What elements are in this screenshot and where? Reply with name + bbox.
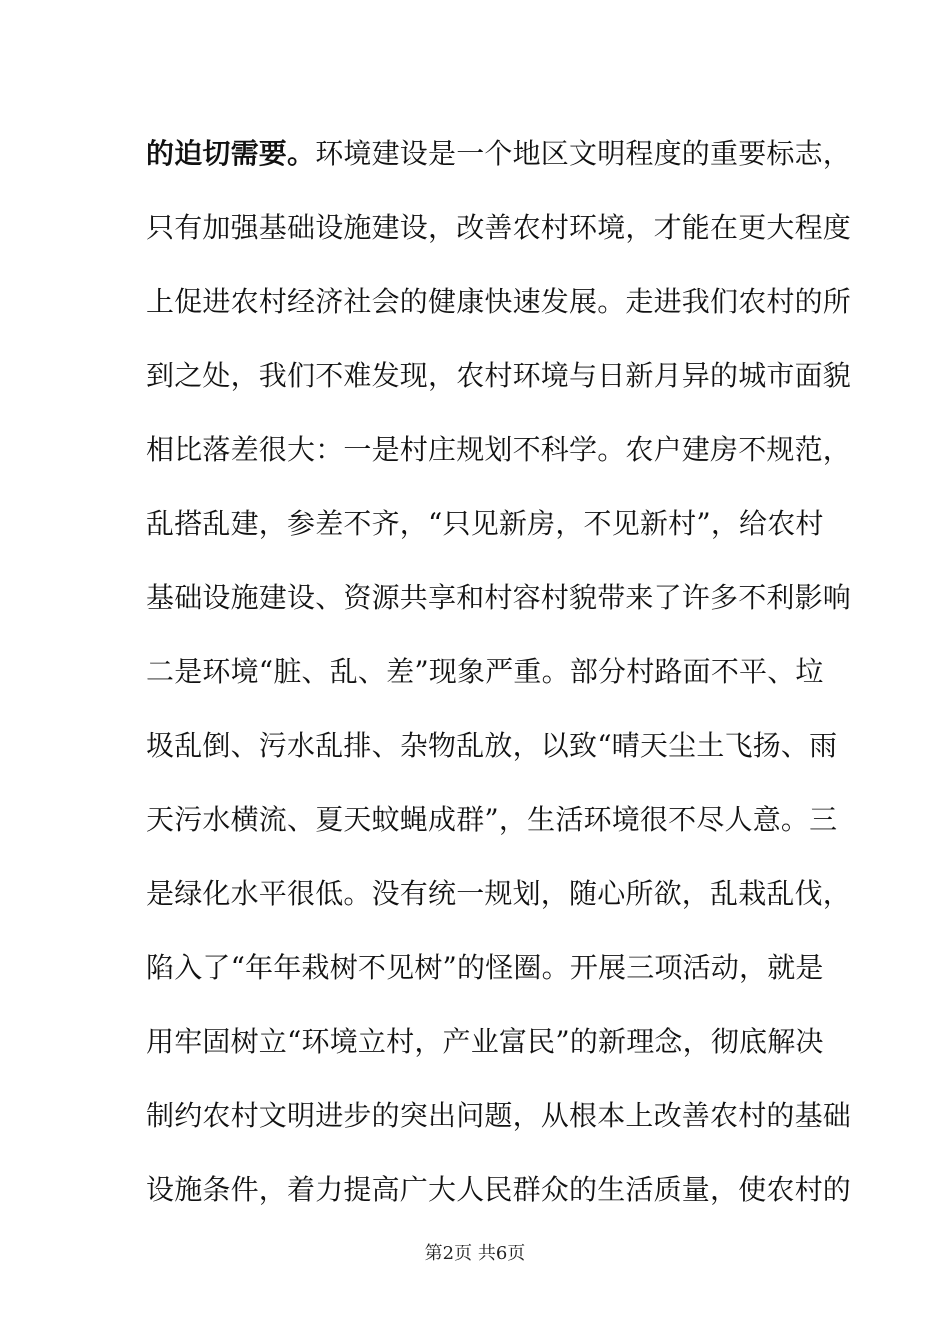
text-line (146, 938, 824, 1012)
line-text: 二是环境“脏、乱、差”现象严重。部分村路面不平、垃 (146, 655, 824, 688)
line-text: 乱搭乱建，参差不齐，“只见新房，不见新村”，给农村 (146, 507, 824, 540)
line-text: 用牢固树立“环境立村，产业富民”的新理念，彻底解决 (146, 1025, 824, 1058)
page-number-footer: 第2页 共6页 (424, 1243, 526, 1264)
text-line (146, 1086, 852, 1160)
text-line (146, 346, 852, 420)
text-line (146, 790, 838, 864)
line-text: 圾乱倒、污水乱排、杂物乱放，以致“晴天尘土飞扬、雨 (146, 729, 838, 762)
line-text: 天污水横流、夏天蚊蝇成群”，生活环境很不尽人意。三 (146, 803, 838, 836)
line-text: 上促进农村经济社会的健康快速发展。走进我们农村的所 (146, 285, 852, 318)
line-lead: 的迫切需要。 (146, 137, 316, 170)
line-text: 制约农村文明进步的突出问题，从根本上改善农村的基础 (146, 1099, 852, 1132)
line-text: 陷入了“年年栽树不见树”的怪圈。开展三项活动，就是 (146, 951, 824, 984)
line-text: 相比落差很大：一是村庄规划不科学。农户建房不规范， (146, 433, 852, 466)
text-line (146, 568, 852, 642)
text-line (146, 494, 824, 568)
text-line (146, 420, 852, 494)
line-text: 基础设施建设、资源共享和村容村貌带来了许多不利影响 (146, 581, 852, 614)
line-text: 是绿化水平很低。没有统一规划，随心所欲，乱栽乱伐， (146, 877, 852, 910)
body-text (146, 124, 852, 1234)
line-text: 设施条件，着力提高广大人民群众的生活质量，使农村的 (146, 1173, 852, 1206)
text-line (146, 198, 852, 272)
line-text: 只有加强基础设施建设，改善农村环境，才能在更大程度 (146, 211, 852, 244)
text-line (146, 272, 852, 346)
line-text: 环境建设是一个地区文明程度的重要标志， (315, 137, 852, 170)
line-text: 到之处，我们不难发现，农村环境与日新月异的城市面貌 (146, 359, 852, 392)
text-line (146, 124, 852, 198)
text-line (146, 642, 824, 716)
text-line (146, 716, 838, 790)
text-line (146, 1160, 852, 1234)
text-line (146, 864, 852, 938)
text-line (146, 1012, 824, 1086)
